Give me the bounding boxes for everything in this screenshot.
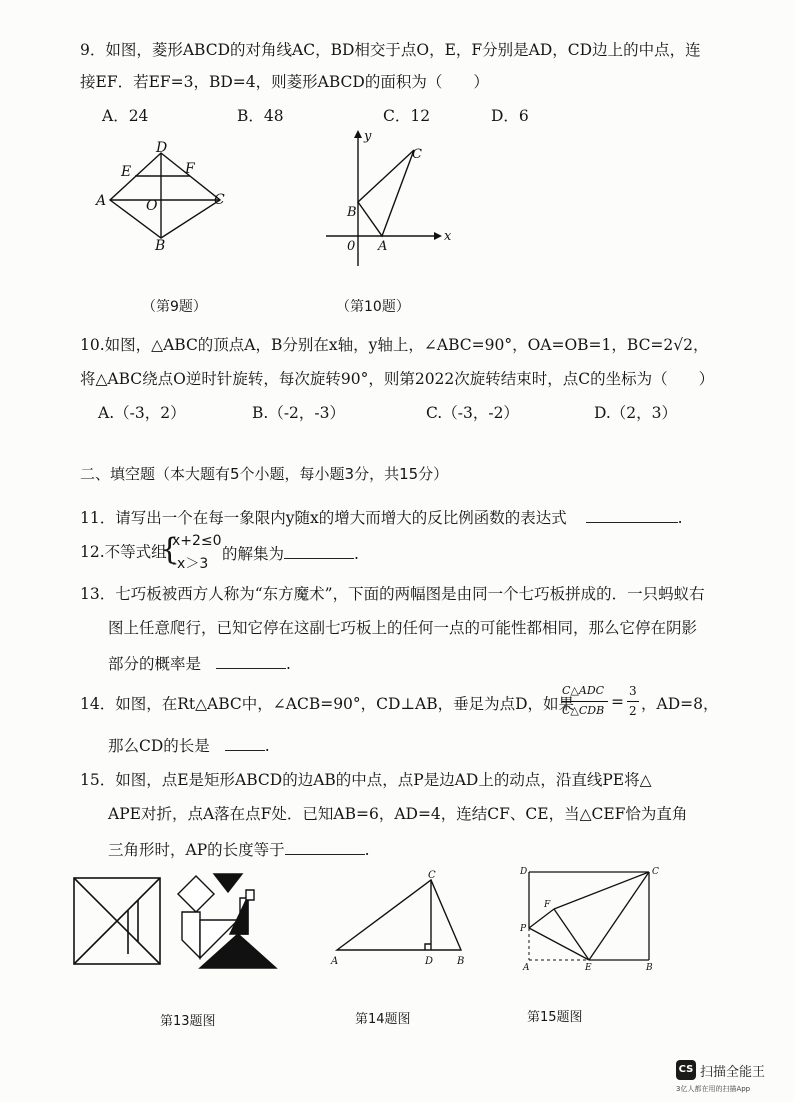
q14-line2 bbox=[108, 734, 270, 756]
q15-line1: 15．如图，点E是矩形ABCD的边AB的中点，点P是边AD上的动点，沿直线PE将△ bbox=[80, 771, 652, 789]
q14-equals: = bbox=[611, 693, 624, 711]
q10-option-a: A.（-3，2） bbox=[98, 404, 186, 422]
scanner-watermark bbox=[676, 1058, 786, 1098]
q10-label-c: C bbox=[412, 147, 422, 162]
q11-answer-blank bbox=[586, 506, 678, 523]
q9-label-d: D bbox=[156, 140, 168, 156]
q14-line1-pre: 14．如图，在Rt△ABC中，∠ACB=90°，CD⊥AB，垂足为点D，如果 bbox=[80, 695, 575, 713]
q10-label-x: x bbox=[444, 229, 452, 244]
q10-line1: 10.如图，△ABC的顶点A，B分别在x轴，y轴上，∠ABC=90°，OA=OB=1，BC=2√2， bbox=[80, 336, 709, 354]
q13-line3 bbox=[108, 652, 291, 674]
q12-suffix: 的解集为 bbox=[222, 545, 285, 563]
q14-ratio-num: 3 bbox=[629, 684, 637, 698]
q14-label-d: D bbox=[425, 956, 434, 967]
q14-triangle-figure bbox=[325, 868, 475, 972]
q9-option-b: B．48 bbox=[237, 107, 284, 125]
q15-label-a: A bbox=[523, 963, 530, 973]
q14-label-b: B bbox=[457, 956, 465, 967]
q10-option-d: D.（2，3） bbox=[594, 404, 678, 422]
q11-text bbox=[80, 506, 683, 528]
q14-frac-den: C△CDB bbox=[562, 704, 605, 717]
q9-rhombus-figure bbox=[90, 138, 240, 258]
q15-rectangle-figure bbox=[514, 862, 664, 974]
camscanner-logo-icon: CS bbox=[676, 1060, 696, 1080]
q10-label-a: A bbox=[378, 239, 388, 254]
q9-option-c: C．12 bbox=[383, 107, 431, 125]
q14-label-a: A bbox=[331, 956, 339, 967]
q9-label-a: A bbox=[96, 193, 107, 209]
section-title: 二、填空题（本大题有5个小题，每小题3分，共15分） bbox=[80, 465, 449, 483]
watermark-subtitle: 3亿人都在用的扫描App bbox=[676, 1085, 751, 1093]
q9-line2: 接EF．若EF=3，BD=4，则菱形ABCD的面积为（ ） bbox=[80, 73, 489, 91]
q14-figure-caption: 第14题图 bbox=[355, 1012, 411, 1027]
q15-label-f: F bbox=[544, 900, 551, 910]
q15-label-e: E bbox=[585, 963, 592, 973]
q10-line2: 将△ABC绕点O逆时针旋转，每次旋转90°，则第2022次旋转结束时，点C的坐标为（ ） bbox=[80, 370, 715, 388]
q13-line1: 13．七巧板被西方人称为“东方魔术”，下面的两幅图是由同一个七巧板拼成的．一只蚂蚁右 bbox=[80, 585, 705, 603]
q10-label-b: B bbox=[347, 205, 357, 220]
q12-row2: -x＞3 bbox=[172, 556, 209, 572]
q9-line1: 9．如图，菱形ABCD的对角线AC，BD相交于点O，E，F分别是AD，CD边上的中点，连 bbox=[80, 41, 701, 59]
q15-end: . bbox=[364, 841, 370, 859]
q13-tangram-figure bbox=[70, 870, 280, 970]
q11-prompt: 11．请写出一个在每一象限内y随x的增大而增大的反比例函数的表达式 bbox=[80, 509, 567, 527]
q10-option-b: B.（-2，-3） bbox=[252, 404, 346, 422]
q15-label-d: D bbox=[520, 867, 528, 877]
q13-line2: 图上任意爬行，已知它停在这副七巧板上的任何一点的可能性都相同，那么它停在阴影 bbox=[108, 619, 698, 637]
q15-label-b: B bbox=[646, 963, 653, 973]
q13-prompt: 部分的概率是 bbox=[108, 655, 202, 673]
q14-frac-num: C△ADC bbox=[562, 684, 605, 697]
q13-answer-blank bbox=[216, 652, 286, 669]
q14-label-c: C bbox=[428, 870, 436, 881]
q11-end: . bbox=[677, 509, 683, 527]
q10-label-y: y bbox=[364, 129, 372, 144]
watermark-name: 扫描全能王 bbox=[700, 1065, 766, 1080]
q9-label-e: E bbox=[121, 164, 132, 180]
q14-ratio-den: 2 bbox=[629, 704, 637, 718]
q9-label-c: C bbox=[214, 192, 225, 208]
q9-label-o: O bbox=[146, 198, 158, 214]
q14-answer-blank bbox=[225, 734, 265, 751]
q9-caption: （第9题） bbox=[142, 299, 207, 315]
q10-label-o: 0 bbox=[347, 239, 356, 254]
q14-ratio-bar bbox=[627, 701, 639, 702]
q15-label-p: P bbox=[520, 924, 527, 934]
q15-line2: APE对折，点A落在点F处．已知AB=6，AD=4，连结CF、CE，当△CEF恰为直角 bbox=[108, 805, 688, 823]
q15-prompt: 三角形时，AP的长度等于 bbox=[108, 841, 285, 859]
q14-end: . bbox=[264, 737, 270, 755]
q15-figure-caption: 第15题图 bbox=[527, 1010, 583, 1025]
q9-option-a: A．24 bbox=[102, 107, 149, 125]
q9-label-f: F bbox=[185, 161, 195, 177]
q9-label-b: B bbox=[155, 238, 166, 254]
q10-coordinate-figure bbox=[320, 128, 460, 270]
q10-caption: （第10题） bbox=[336, 299, 410, 315]
q9-option-d: D．6 bbox=[491, 107, 529, 125]
q12-brace: { bbox=[160, 532, 180, 567]
q15-answer-blank bbox=[285, 838, 365, 855]
q15-line3 bbox=[108, 838, 370, 860]
q15-label-c: C bbox=[652, 867, 659, 877]
q10-option-c: C.（-3，-2） bbox=[426, 404, 519, 422]
q12-row1: x+2≤0 bbox=[172, 533, 222, 549]
q12-answer-line bbox=[222, 542, 359, 564]
q12-answer-blank bbox=[284, 542, 354, 559]
q14-frac-bar bbox=[562, 701, 608, 702]
q12-end: . bbox=[354, 545, 359, 563]
q14-prompt: 那么CD的长是 bbox=[108, 737, 210, 755]
q13-end: . bbox=[285, 655, 291, 673]
q12-prefix: 12.不等式组 bbox=[80, 543, 167, 561]
q14-line1-post: ，AD=8， bbox=[641, 695, 719, 713]
q13-figure-caption: 第13题图 bbox=[160, 1014, 216, 1029]
